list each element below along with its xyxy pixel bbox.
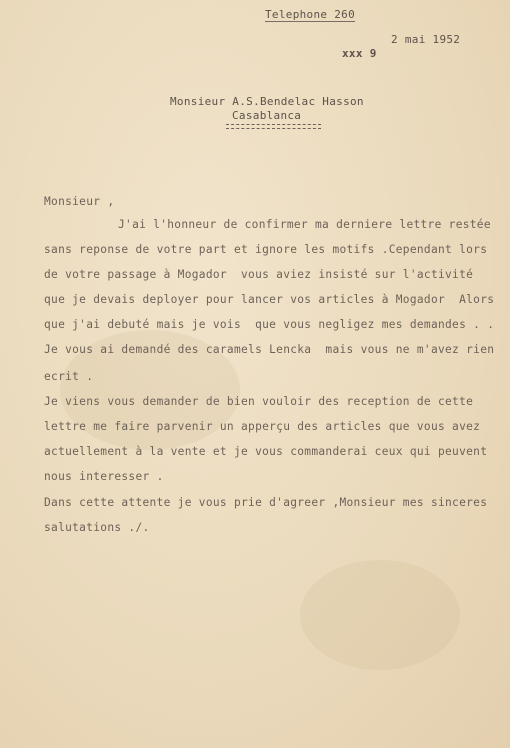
salutation: Monsieur , bbox=[44, 195, 115, 208]
letter-date: 2 mai 1952 bbox=[391, 33, 461, 46]
body-line: actuellement à la vente et je vous commanderai ceux qui peuvent bbox=[44, 445, 488, 458]
telephone-header: Telephone 260 bbox=[265, 8, 355, 21]
body-line: que je devais deployer pour lancer vos articles à Mogador Alors bbox=[44, 293, 495, 306]
body-line: J'ai l'honneur de confirmer ma derniere lettre restée bbox=[118, 218, 491, 231]
recipient-name: Monsieur A.S.Bendelac Hasson bbox=[170, 95, 364, 108]
letter-reference: xxx 9 bbox=[342, 47, 377, 60]
body-line: de votre passage à Mogador vous aviez insisté sur l'activité bbox=[44, 268, 474, 281]
body-line: Dans cette attente je vous prie d'agreer ,Monsieur mes sinceres bbox=[44, 496, 488, 509]
body-line: Je vous ai demandé des caramels Lencka mais vous ne m'avez rien bbox=[44, 343, 495, 356]
body-line: salutations ./. bbox=[44, 521, 150, 534]
body-line: Je viens vous demander de bien vouloir des reception de cette bbox=[44, 395, 474, 408]
recipient-city: Casablanca bbox=[232, 109, 302, 122]
body-line: sans reponse de votre part et ignore les motifs .Cependant lors bbox=[44, 243, 488, 256]
paper-stain bbox=[300, 560, 460, 670]
body-line: ecrit . bbox=[44, 370, 94, 383]
address-divider bbox=[226, 124, 321, 129]
body-line: lettre me faire parvenir un apperçu des articles que vous avez bbox=[44, 420, 481, 433]
body-line: nous interesser . bbox=[44, 470, 164, 483]
body-line: que j'ai debuté mais je vois que vous negligez mes demandes . . bbox=[44, 318, 495, 331]
